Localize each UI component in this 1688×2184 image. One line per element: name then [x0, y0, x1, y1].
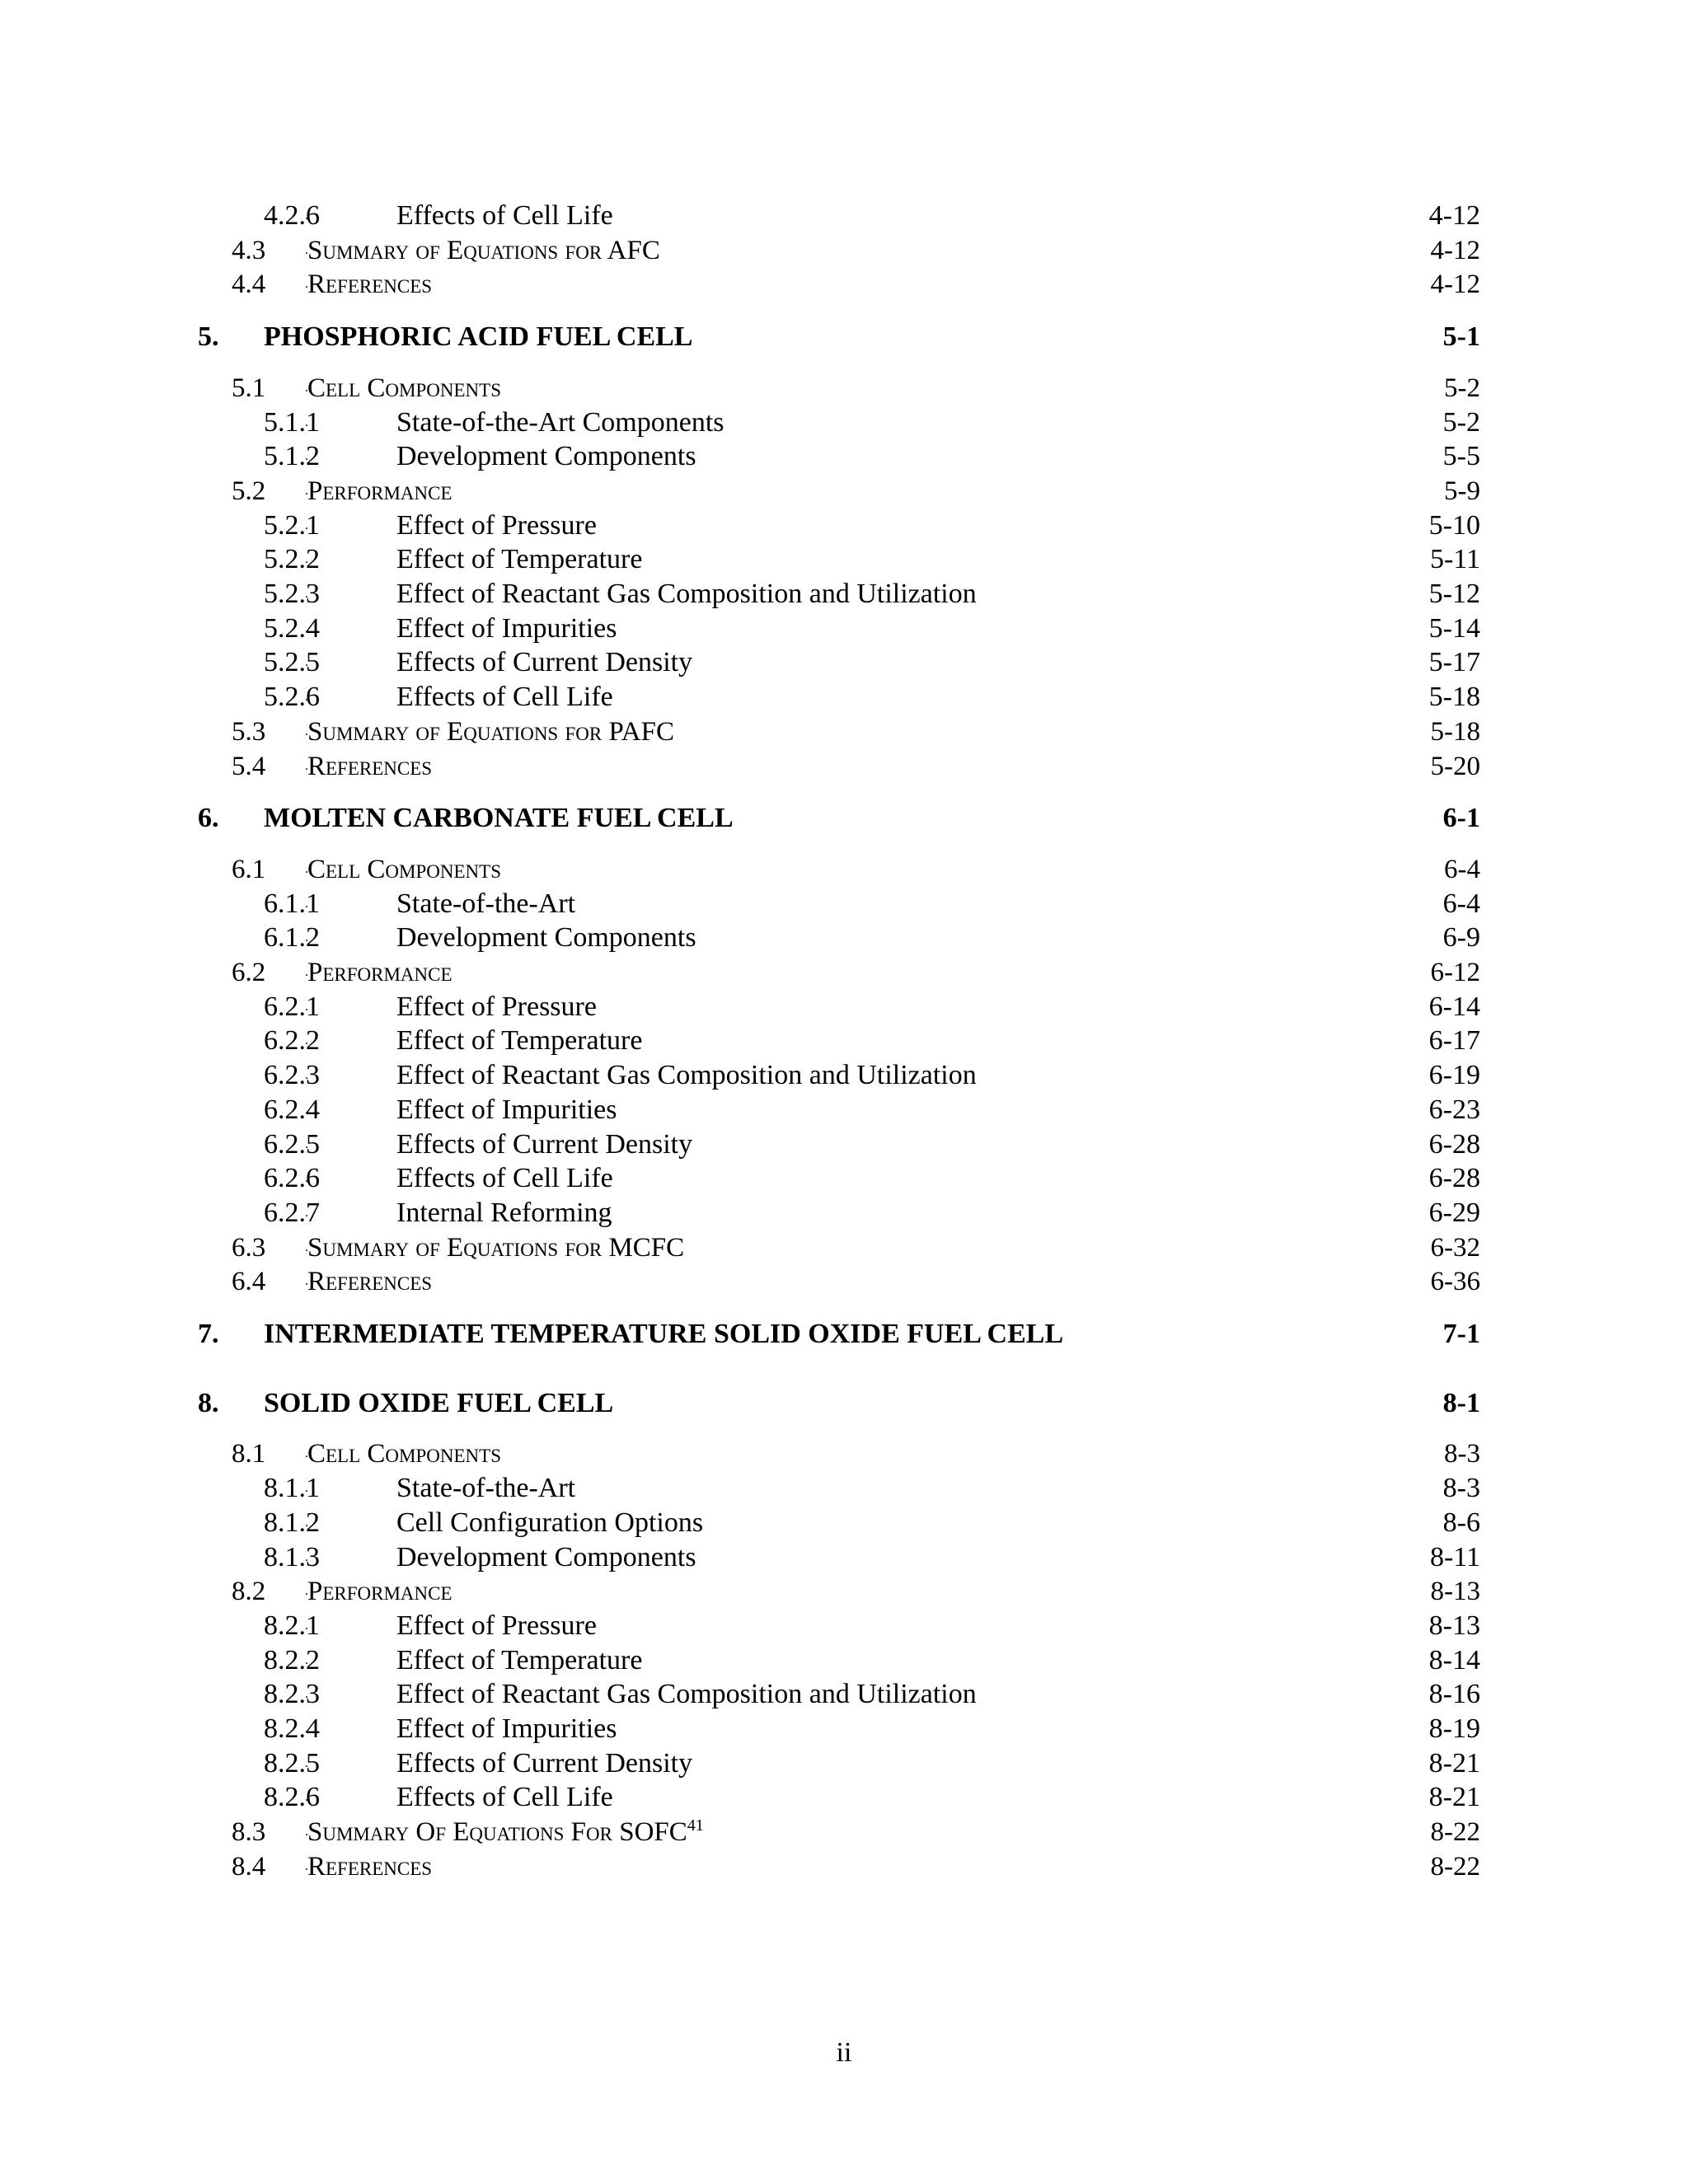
toc-entry-title-text: Cell Components [307, 373, 501, 403]
toc-entry-number: 8.4 [232, 1851, 266, 1882]
toc-chapter-entry[interactable] [0, 1315, 1688, 1354]
toc-entry-number: 8. [198, 1387, 219, 1418]
toc-entry-number: 5.1 [232, 373, 266, 403]
toc-entry-title [307, 265, 438, 304]
toc-entry-page: 6-23 [1423, 1090, 1480, 1130]
toc-entry-title-text: Development Components [396, 441, 696, 472]
toc-entry-number: 6. [198, 803, 219, 834]
toc-entry-page: 6-32 [1424, 1228, 1481, 1268]
toc-entry-title-text: Effect of Reactant Gas Composition and Utilization [396, 1060, 977, 1091]
toc-entry-page: 5-11 [1423, 540, 1480, 579]
toc-entry-page: 8-16 [1423, 1675, 1480, 1714]
toc-entry-title-text: Effect of Impurities [396, 1094, 617, 1125]
toc-entry-number: 8.1.2 [264, 1507, 320, 1538]
toc-entry-page: 5-2 [1437, 368, 1480, 408]
toc-entry-title [264, 1315, 1070, 1354]
toc-entry-title-text: Effects of Current Density [396, 1128, 693, 1160]
toc-entry-title-text: Cell Components [307, 1439, 501, 1469]
toc-chapter-entry[interactable] [0, 799, 1688, 838]
toc-entry-number: 8.2.2 [264, 1644, 320, 1675]
toc-entry-title [264, 799, 740, 838]
dot-leader [305, 1847, 1480, 1886]
toc-entry-page: 6-36 [1424, 1262, 1481, 1301]
toc-entry-number: 6.2.4 [264, 1094, 320, 1125]
toc-entry-title-text: Effect of Reactant Gas Composition and Utilization [396, 1679, 977, 1710]
toc-entry-page: 4-12 [1424, 265, 1481, 304]
page-number: ii [836, 2037, 852, 2068]
toc-entry-number: 5.2.4 [264, 612, 320, 644]
toc-entry-page: 5-9 [1437, 471, 1480, 511]
toc-entry-title-text: Effect of Pressure [396, 1610, 597, 1641]
toc-entry-title-text: Internal Reforming [396, 1197, 612, 1228]
toc-entry-title-text: Effect of Temperature [396, 1025, 643, 1057]
toc-entry-number: 6.2.3 [264, 1060, 320, 1091]
toc-entry-page: 8-22 [1424, 1812, 1481, 1852]
toc-section-entry[interactable] [0, 265, 1688, 304]
toc-entry-title-text: State-of-the-Art Components [396, 406, 724, 438]
toc-entry-number: 6.1.1 [264, 888, 320, 919]
toc-entry-number: 6.2.7 [264, 1197, 320, 1228]
toc-entry-title-text: References [307, 751, 433, 781]
toc-entry-page: 6-29 [1423, 1193, 1480, 1233]
toc-entry-page: 8-14 [1423, 1641, 1480, 1680]
toc-entry-title-text: Summary of Equations for MCFC [307, 1232, 685, 1263]
toc-entry-title [264, 317, 699, 357]
toc-section-entry[interactable] [0, 1262, 1688, 1301]
toc-entry-title-text: MOLTEN CARBONATE FUEL CELL [264, 803, 734, 834]
toc-entry-number: 6.2 [232, 958, 266, 987]
toc-chapter-entry[interactable] [0, 1384, 1688, 1423]
toc-entry-title-text: Effects of Current Density [396, 1747, 693, 1779]
toc-entry-page: 6-12 [1424, 953, 1481, 992]
toc-entry-title [264, 1384, 620, 1423]
toc-entry-number: 7. [198, 1319, 219, 1349]
toc-entry-title-text: Cell Components [307, 854, 501, 884]
toc-entry-page: 6-19 [1423, 1056, 1480, 1095]
toc-entry-number: 6.2.2 [264, 1025, 320, 1057]
toc-entry-title-text: References [307, 269, 433, 300]
toc-entry-page: 6-9 [1437, 918, 1480, 958]
toc-entry-number: 5.1.1 [264, 406, 320, 438]
toc-entry-number: 6.2.6 [264, 1163, 320, 1194]
toc-entry-page: 8-19 [1423, 1709, 1480, 1749]
toc-entry-page: 8-13 [1424, 1572, 1481, 1611]
toc-entry-title-text: Cell Configuration Options [396, 1507, 704, 1538]
toc-entry-number: 6.4 [232, 1267, 266, 1297]
toc-entry-page: 5-5 [1437, 437, 1480, 476]
toc-entry-page: 8-1 [1437, 1384, 1480, 1423]
toc-entry-page: 8-13 [1423, 1606, 1480, 1646]
toc-entry-page: 5-20 [1424, 747, 1481, 786]
toc-entry-title-text: Effects of Cell Life [396, 1782, 613, 1813]
toc-entry-number: 8.1.1 [264, 1473, 320, 1504]
toc-entry-number: 8.2.3 [264, 1679, 320, 1710]
toc-entry-title-text: Summary Of Equations For SOFC [307, 1817, 687, 1848]
toc-entry-page: 8-21 [1423, 1744, 1480, 1783]
toc-entry-page: 8-3 [1437, 1469, 1480, 1508]
toc-entry-title-text: Effect of Pressure [396, 991, 597, 1022]
toc-entry-title-text: Performance [307, 958, 452, 987]
toc-entry-number: 8.2 [232, 1577, 266, 1607]
toc-entry-page: 6-17 [1423, 1021, 1480, 1061]
toc-entry-number: 5.2.1 [264, 509, 320, 541]
dot-leader [305, 265, 1480, 304]
toc-entry-number: 8.2.1 [264, 1610, 320, 1641]
toc-entry-page: 7-1 [1437, 1315, 1480, 1354]
toc-entry-number: 8.2.6 [264, 1782, 320, 1813]
toc-entry-title-text: Summary of Equations for PAFC [307, 716, 674, 747]
toc-entry-title-text: Effects of Current Density [396, 647, 693, 678]
toc-entry-title-text: INTERMEDIATE TEMPERATURE SOLID OXIDE FUEL CELL [264, 1319, 1064, 1349]
toc-entry-number: 5. [198, 321, 219, 353]
toc-section-entry[interactable] [0, 1847, 1688, 1886]
toc-entry-number: 8.2.5 [264, 1747, 320, 1779]
toc-entry-number: 5.3 [232, 716, 266, 747]
toc-entry-title-text: PHOSPHORIC ACID FUEL CELL [264, 321, 693, 353]
toc-entry-title-text: Effect of Pressure [396, 509, 597, 541]
dot-leader [305, 747, 1480, 786]
toc-entry-page: 8-3 [1437, 1434, 1480, 1474]
toc-entry-number: 6.1.2 [264, 922, 320, 954]
toc-entry-title-text: Effect of Impurities [396, 612, 617, 644]
toc-entry-title-text: Effect of Impurities [396, 1713, 617, 1744]
toc-entry-number: 5.1.2 [264, 441, 320, 472]
toc-entry-page: 5-10 [1423, 506, 1480, 546]
toc-entry-number: 5.2.2 [264, 544, 320, 575]
toc-entry-number: 8.3 [232, 1817, 266, 1848]
toc-entry-page: 8-11 [1423, 1538, 1480, 1577]
toc-entry-title [307, 1847, 438, 1886]
toc-entry-number: 8.1.3 [264, 1541, 320, 1572]
toc-entry-number: 8.1 [232, 1439, 266, 1469]
toc-entry-page: 5-18 [1423, 677, 1480, 717]
toc-entry-page: 6-28 [1423, 1159, 1480, 1198]
toc-entry-page: 6-4 [1437, 884, 1480, 924]
toc-entry-page: 5-12 [1423, 574, 1480, 614]
toc-entry-title-text: Performance [307, 1577, 452, 1607]
toc-entry-page: 6-28 [1423, 1125, 1480, 1165]
toc-entry-title [307, 1262, 438, 1301]
toc-entry-number: 6.2.5 [264, 1128, 320, 1160]
toc-entry-page: 5-18 [1424, 712, 1481, 752]
toc-entry-page: 5-1 [1437, 317, 1480, 357]
toc-entry-title-text: Development Components [396, 1541, 696, 1572]
toc-entry-number: 5.4 [232, 751, 266, 781]
toc-entry-title-text: State-of-the-Art [396, 888, 576, 919]
toc-entry-title-text: Summary of Equations for AFC [307, 235, 660, 265]
toc-entry-page: 4-12 [1423, 196, 1480, 236]
toc-entry-page: 5-17 [1423, 643, 1480, 682]
toc-entry-page: 6-14 [1423, 987, 1480, 1027]
toc-entry-title-text: Effects of Cell Life [396, 682, 613, 713]
toc-chapter-entry[interactable] [0, 317, 1688, 357]
toc-entry-number: 4.4 [232, 269, 266, 300]
toc-entry-title-text: Effects of Cell Life [396, 1163, 613, 1194]
toc-entry-number: 6.3 [232, 1232, 266, 1263]
toc-entry-number: 8.2.4 [264, 1713, 320, 1744]
toc-entry-page: 4-12 [1424, 231, 1481, 270]
toc-entry-number: 5.2.6 [264, 682, 320, 713]
toc-entry-page: 5-2 [1437, 403, 1480, 443]
toc-entry-page: 6-4 [1437, 850, 1480, 889]
toc-entry-title-text: Effects of Cell Life [396, 200, 613, 231]
toc-entry-page: 8-6 [1437, 1503, 1480, 1543]
toc-entry-title-text: Effect of Temperature [396, 1644, 643, 1675]
toc-entry-number: 5.2.5 [264, 647, 320, 678]
toc-entry-page: 8-22 [1424, 1847, 1481, 1886]
toc-entry-number: 4.2.6 [264, 200, 320, 231]
toc-entry-title-text: Effect of Reactant Gas Composition and Utilization [396, 579, 977, 609]
dot-leader [305, 1262, 1480, 1301]
toc-entry-title [307, 747, 438, 786]
toc-entry-title-text: References [307, 1851, 433, 1882]
toc-entry-title-text: Effect of Temperature [396, 544, 643, 575]
toc-entry-title-text: State-of-the-Art [396, 1473, 576, 1504]
toc-entry-number: 6.1 [232, 854, 266, 884]
toc-entry-title-text: Development Components [396, 922, 696, 954]
toc-entry-title-text: Performance [307, 476, 452, 506]
toc-entry-page: 5-14 [1423, 609, 1480, 649]
toc-entry-title-text: References [307, 1267, 433, 1297]
toc-entry-number: 5.2.3 [264, 579, 320, 609]
toc-entry-title-text: SOLID OXIDE FUEL CELL [264, 1387, 614, 1418]
toc-entry-number: 5.2 [232, 476, 266, 506]
toc-entry-number: 6.2.1 [264, 991, 320, 1022]
toc-entry-number: 4.3 [232, 235, 266, 265]
footnote-superscript: 41 [687, 1816, 704, 1835]
toc-entry-page: 8-21 [1423, 1778, 1480, 1817]
toc-entry-page: 6-1 [1437, 799, 1480, 838]
toc-section-entry[interactable] [0, 747, 1688, 786]
